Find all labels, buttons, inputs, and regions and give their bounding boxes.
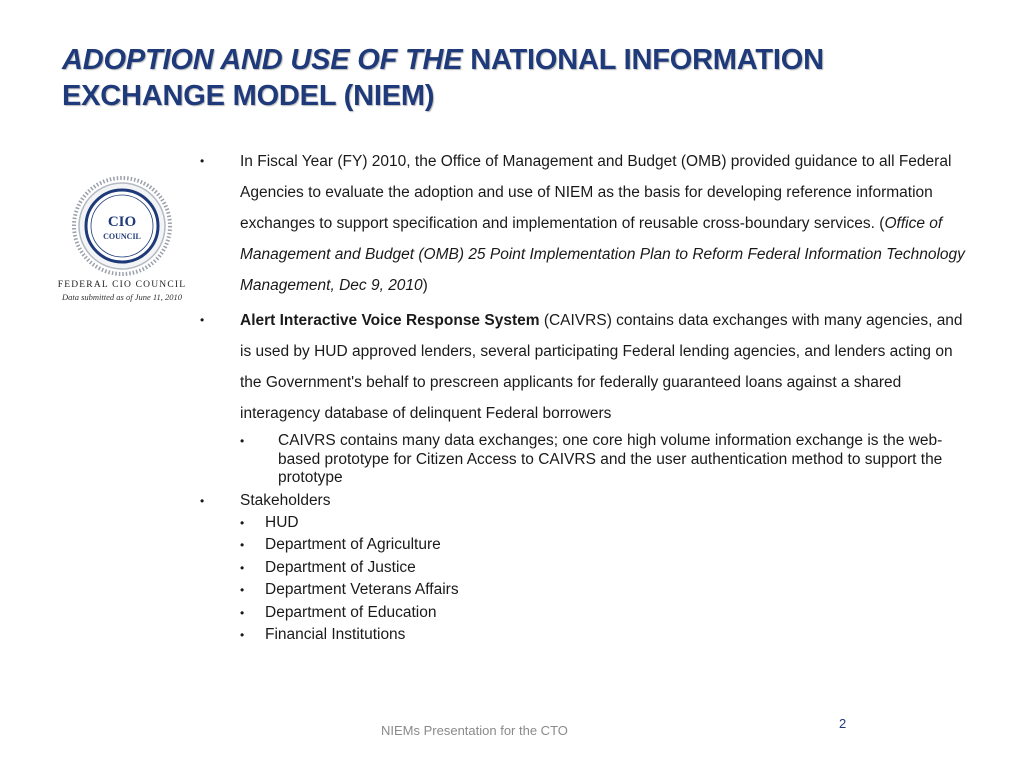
list-item [200, 579, 975, 602]
list-item [200, 512, 975, 535]
page-number: 2 [839, 716, 847, 731]
bullet-caivrs [200, 305, 975, 429]
title-rest-part: NATIONAL INFORMATION EXCHANGE MODEL (NIEM) [62, 44, 824, 112]
slide-title [62, 42, 962, 114]
list-item [200, 534, 975, 557]
seal-line2: COUNCIL [103, 232, 141, 241]
bullet-dot: • [200, 493, 205, 508]
stakeholder-name: Department Veterans Affairs [265, 581, 459, 598]
bullet-stakeholders-label: Stakeholders [240, 491, 331, 509]
logo-org-name: FEDERAL CIO COUNCIL [57, 280, 187, 290]
logo-date-note: Data submitted as of June 11, 2010 [61, 292, 182, 302]
stakeholder-name: Department of Agriculture [265, 536, 441, 553]
sub-bullet-dot: • [240, 515, 245, 530]
sub-bullet-dot: • [240, 434, 245, 448]
bullet-omb-text: In Fiscal Year (FY) 2010, the Office of Management and Budget (OMB) provided guidance to all Federal Agencies to evaluate the adoption and use of NIEM as the basis for developing reference information exchanges to support specification and implementation of reusable cross-boundary services. ( [240, 153, 952, 232]
bullet-omb-close: ) [422, 277, 428, 294]
list-item [200, 557, 975, 580]
sub-bullet-dot: • [240, 538, 245, 552]
stakeholder-name: Department of Education [265, 603, 437, 621]
cio-council-logo [52, 176, 192, 302]
sub-bullet-caivrs-text: CAIVRS contains many data exchanges; one core high volume information exchange is the web-based prototype for Citizen Access to CAIVRS and the user authentication method to support the prototype [278, 432, 943, 486]
slide-footer: NIEMs Presentation for the CTO [381, 723, 568, 738]
bullet-omb-guidance [200, 146, 975, 301]
bullet-stakeholders [200, 490, 975, 512]
sub-bullet-dot: • [240, 583, 245, 597]
slide-body [200, 146, 975, 647]
sub-bullet-dot: • [240, 628, 245, 642]
bullet-caivrs-bold: Alert Interactive Voice Response System [240, 312, 540, 329]
bullet-caivrs-text: (CAIVRS) contains data exchanges with many agencies, and is used by HUD approved lenders, several participating Federal lending agencies, and lenders acting on the Government's behalf to prescreen applicants for federally guaranteed loans against a shared interagency database of delinquent Federal borrowers [240, 312, 963, 422]
stakeholder-name: Department of Justice [265, 558, 416, 576]
sub-bullet-dot: • [240, 605, 245, 620]
bullet-dot: • [200, 154, 205, 168]
stakeholder-name: Financial Institutions [265, 626, 406, 643]
bullet-omb-citation: Office of Management and Budget (OMB) 25 Point Implementation Plan to Reform Federal Information Technology Management, Dec 9, 2010 [240, 215, 965, 294]
list-item [200, 624, 975, 647]
bullet-dot: • [200, 313, 205, 327]
sub-bullet-caivrs [200, 432, 975, 488]
sub-bullet-dot: • [240, 560, 245, 575]
stakeholder-name: HUD [265, 513, 299, 531]
seal-line1: CIO [107, 214, 137, 230]
title-italic-part: ADOPTION AND USE OF THE [62, 44, 463, 76]
list-item [200, 602, 975, 625]
cio-council-seal-icon [72, 176, 172, 276]
